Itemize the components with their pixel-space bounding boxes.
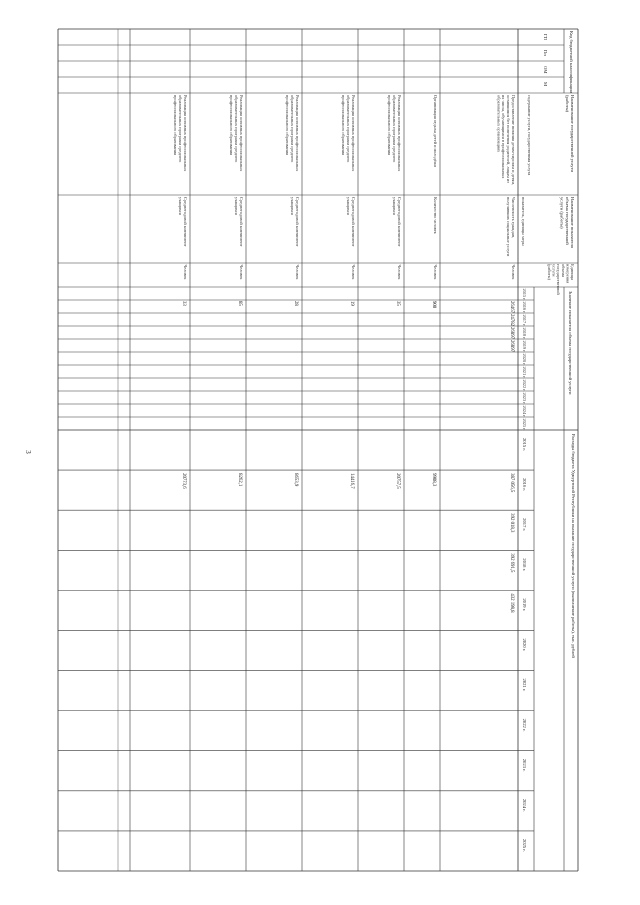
row-volume-value: 26897	[509, 327, 514, 339]
row-unit: Человек	[397, 264, 402, 280]
row-service-name: Реализация основных профессиональныхобразовательных программ среднегопрофессионального образования	[341, 95, 356, 172]
row-finance-value: 20757,5	[395, 473, 400, 489]
row-indicator: Среднегодовой контингентучащихся	[234, 197, 244, 247]
row-indicator: Численность граждан,получивших социальные услуги	[506, 197, 516, 257]
row-finance-value: 392 018,3	[509, 513, 514, 533]
header-code-Пп: Пп	[543, 50, 548, 56]
header-volume-year: 2022 г.	[522, 379, 527, 392]
row-finance-value: 392 691,5	[509, 553, 514, 573]
header-code-ГП: ГП	[543, 34, 548, 40]
header-indicator-sub: показатель, единицы меры	[521, 197, 526, 246]
header-code-ОМ: ОМ	[543, 66, 548, 74]
row-finance-value: 14416,7	[349, 473, 354, 489]
header-finance-year: 2017 г.	[522, 518, 527, 532]
header-finance-year: 2022 г.	[522, 718, 527, 732]
row-finance-value: 20773,6	[181, 473, 186, 489]
row-volume-value: 900	[431, 301, 436, 309]
row-finance-value: 8262,1	[237, 473, 242, 487]
row-volume-value: 85	[237, 301, 242, 306]
header-finance-year: 2018 г.	[522, 558, 527, 572]
row-volume-value: 19	[349, 301, 354, 306]
header-volume-year: 2015 г.	[522, 288, 527, 301]
row-unit: Человек	[351, 264, 356, 280]
row-finance-value: 387 056,5	[509, 473, 514, 493]
budget-table-sheet	[50, 19, 590, 879]
row-service-name: Реализация основных профессиональныхобразовательных программ среднегопрофессионального образования	[387, 95, 402, 172]
header-unit: Единицаизмеренияобъемагосударственнойуслуги(работы)	[547, 264, 575, 295]
header-finance-year: 2024 г.	[522, 798, 527, 812]
row-service-name: Организация отдыха детей и молодёжи	[433, 95, 438, 167]
header-finance-year: 2015 г.	[522, 438, 527, 451]
header-volume-year: 2019 г.	[522, 340, 527, 353]
header-finance-year: 2020 г.	[522, 638, 527, 652]
row-finance-value: 8653,9	[293, 473, 298, 487]
header-volume-year: 2018 г.	[522, 327, 527, 340]
row-volume-value: 28	[293, 301, 298, 306]
header-code-М: М	[543, 82, 548, 87]
page-number: 3	[23, 450, 32, 454]
header-volume-year: 2023 г.	[522, 392, 527, 405]
row-service-name: Реализация основных профессиональныхобразовательных программ среднегопрофессионального образования	[173, 95, 188, 172]
row-unit: Человек	[183, 264, 188, 280]
row-unit: Человек	[239, 264, 244, 280]
budget-table	[50, 19, 590, 879]
header-volume-year: 2017 г.	[522, 314, 527, 327]
header-finance-year: 2016 г.	[522, 478, 527, 491]
header-volume-year: 2016 г.	[522, 301, 527, 314]
row-volume-value: 26467	[509, 301, 514, 313]
header-finance-year: 2021 г.	[522, 678, 527, 692]
row-service-name: Предоставление питания детям-сиротам и детям,оставшимся без попечения родителей, лицам изих числа, обучающимся в профессиональныхобразовательных организациях	[496, 95, 516, 186]
row-volume-value: 33	[181, 301, 186, 306]
header-service-name: Наименование государственной услуги(работы)	[564, 95, 575, 172]
row-finance-value: 9908,3	[431, 473, 436, 487]
header-finance-year: 2019 г.	[522, 598, 527, 612]
row-unit: Человек	[295, 264, 300, 280]
header-indicator: Наименование показателяобъема государственнойуслуги (работы)	[559, 197, 575, 248]
row-unit: Человек	[511, 264, 516, 280]
row-indicator: Количество человек	[433, 197, 438, 234]
row-finance-value: 432 198,8	[509, 593, 514, 613]
header-volume-year: 2021 г.	[522, 366, 527, 379]
row-service-name: Реализация основных профессиональныхобразовательных программ среднегопрофессионального образования	[285, 95, 300, 172]
header-service-sub: содержание услуги, государственная услуга	[527, 95, 532, 176]
header-finance-year: 2025 г.	[522, 838, 527, 852]
header-finance-group: Расходы бюджета Удмуртской Республики на оказание государственной услуги (выполнение работы), тыс. рублей	[571, 434, 576, 658]
row-volume-value: 24782	[509, 314, 514, 326]
header-volume-group: Значение показателя объема государственной услуги	[568, 291, 573, 395]
row-indicator: Среднегодовой контингентучащихся	[346, 197, 356, 247]
row-unit: Человек	[433, 264, 438, 280]
row-indicator: Среднегодовой контингентучащихся	[392, 197, 402, 247]
header-budget-classification: Код бюджетной классификации	[569, 31, 574, 93]
row-service-name: Реализация основных профессиональныхобразовательных программ среднегопрофессионального образования	[229, 95, 244, 172]
row-volume-value: 26897	[509, 340, 514, 352]
header-volume-year: 2024 г.	[522, 405, 527, 418]
row-indicator: Среднегодовой контингентучащихся	[178, 197, 188, 247]
header-finance-year: 2023 г.	[522, 758, 527, 772]
header-volume-year: 2025 г.	[522, 418, 527, 431]
row-volume-value: 35	[395, 301, 400, 306]
row-indicator: Среднегодовой контингентучащихся	[290, 197, 300, 247]
header-volume-year: 2020 г.	[522, 353, 527, 366]
